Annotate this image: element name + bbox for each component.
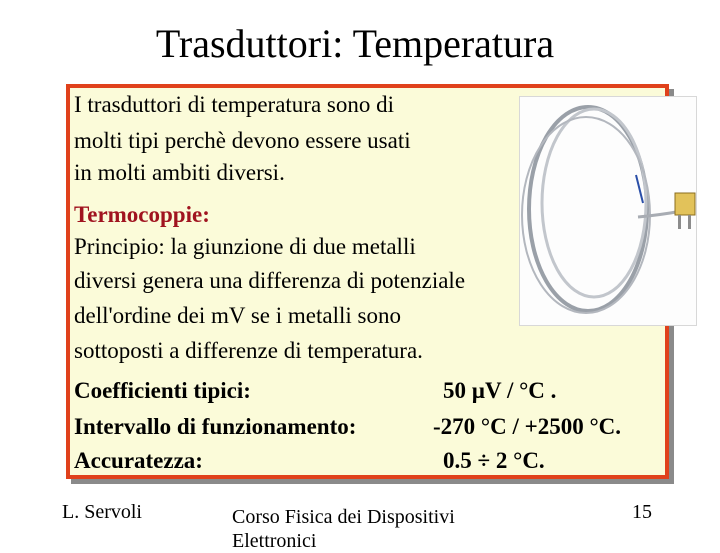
spec-label-coefficient: Coefficienti tipici: xyxy=(74,378,251,403)
slide-title: Trasduttori: Temperatura xyxy=(155,21,555,66)
principle-line: Principio: la giunzione di due metalli xyxy=(74,234,416,259)
footer-course: Corso Fisica dei Dispositivi xyxy=(232,506,455,528)
spec-label-accuracy: Accuratezza: xyxy=(74,448,203,473)
spec-value-range: -270 °C / +2500 °C. xyxy=(433,414,622,439)
principle-line: diversi genera una differenza di potenziale xyxy=(74,268,466,293)
thermocouple-photo xyxy=(519,96,697,326)
spec-value-accuracy: 0.5 ÷ 2 °C. xyxy=(443,448,545,473)
intro-line: molti tipi perchè devono essere usati xyxy=(74,128,411,153)
thermocouple-wire-icon xyxy=(520,97,696,325)
footer-page-number: 15 xyxy=(632,501,652,523)
principle-line: sottoposti a differenze di temperatura. xyxy=(74,338,423,363)
principle-line: dell'ordine dei mV se i metalli sono xyxy=(74,303,401,328)
footer-author: L. Servoli xyxy=(62,501,142,523)
spec-value-coefficient: 50 µV / °C . xyxy=(443,378,557,403)
intro-line: in molti ambiti diversi. xyxy=(74,160,285,185)
section-heading: Termocoppie: xyxy=(74,202,210,227)
spec-label-range: Intervallo di funzionamento: xyxy=(74,414,357,439)
intro-line: I trasduttori di temperatura sono di xyxy=(74,92,395,117)
footer-course-line2: Elettronici xyxy=(232,530,317,552)
